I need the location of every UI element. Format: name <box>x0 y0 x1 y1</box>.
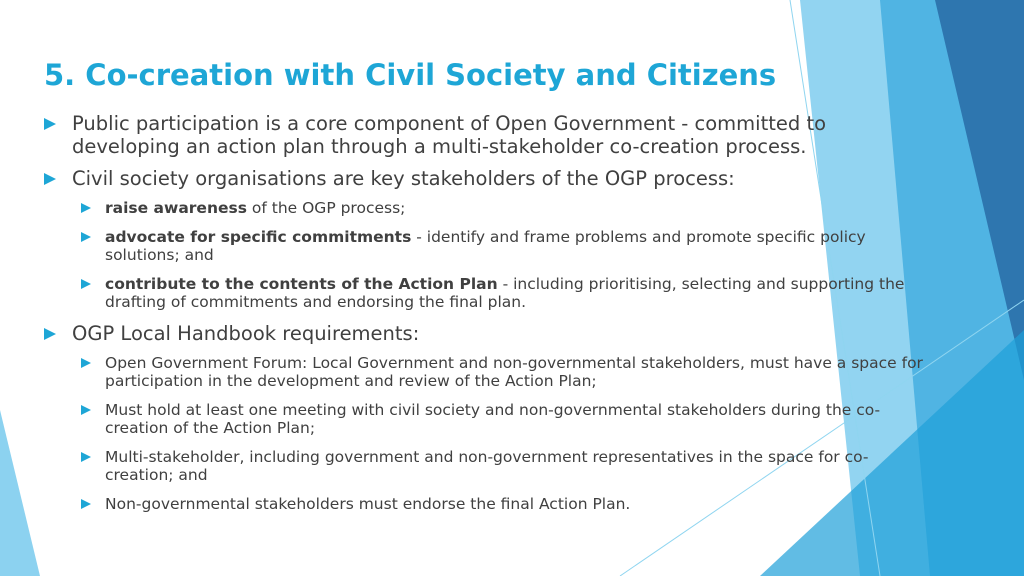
list-item <box>44 167 934 190</box>
sub-list-item <box>81 448 934 484</box>
sub-list-item <box>81 354 934 390</box>
sub-list-item <box>81 199 934 217</box>
triangle-right-icon <box>81 279 91 289</box>
sub-list-item <box>81 401 934 437</box>
triangle-right-icon <box>44 118 56 130</box>
bullet-bold-text: raise awareness <box>105 199 247 217</box>
bullet-text: - identify and frame problems and promote specific policy solutions; and <box>105 228 866 264</box>
bullet-text: of the OGP process; <box>246 199 406 217</box>
bullet-bold-text: advocate for specific commitments <box>105 228 412 246</box>
triangle-right-icon <box>44 173 56 185</box>
slide-title: 5. Co-creation with Civil Society and Citizens <box>44 58 777 92</box>
sub-list-item <box>81 228 934 264</box>
triangle-right-icon <box>81 405 91 415</box>
triangle-right-icon <box>81 452 91 462</box>
bullet-text: Public participation is a core component of Open Government - committed to developing an action plan through a multi-stakeholder co-creation process. <box>72 112 827 158</box>
triangle-right-icon <box>81 358 91 368</box>
bullet-text: Must hold at least one meeting with civil society and non-governmental stakeholders during the co-creation of the Action Plan; <box>105 401 881 437</box>
bullet-text: Multi-stakeholder, including government and non-government representatives in the space for co-creation; and <box>105 448 869 484</box>
bullet-text: - including prioritising, selecting and supporting the drafting of commitments and endorsing the final plan. <box>105 275 905 311</box>
sub-list-item <box>81 275 934 311</box>
sub-list-item <box>81 495 934 513</box>
list-item <box>44 112 934 158</box>
triangle-right-icon <box>81 232 91 242</box>
bullet-bold-text: contribute to the contents of the Action Plan <box>105 275 498 293</box>
left-facet <box>0 410 40 576</box>
bullet-text: Non-governmental stakeholders must endorse the final Action Plan. <box>105 495 631 513</box>
triangle-right-icon <box>44 328 56 340</box>
triangle-right-icon <box>81 203 91 213</box>
bullet-text: Civil society organisations are key stakeholders of the OGP process: <box>72 167 735 190</box>
bullet-list <box>44 112 934 524</box>
triangle-right-icon <box>81 499 91 509</box>
bullet-text: OGP Local Handbook requirements: <box>72 322 420 345</box>
list-item <box>44 322 934 345</box>
bullet-text: Open Government Forum: Local Government and non-governmental stakeholders, must have a space for participation in the development and review of the Action Plan; <box>105 354 923 390</box>
